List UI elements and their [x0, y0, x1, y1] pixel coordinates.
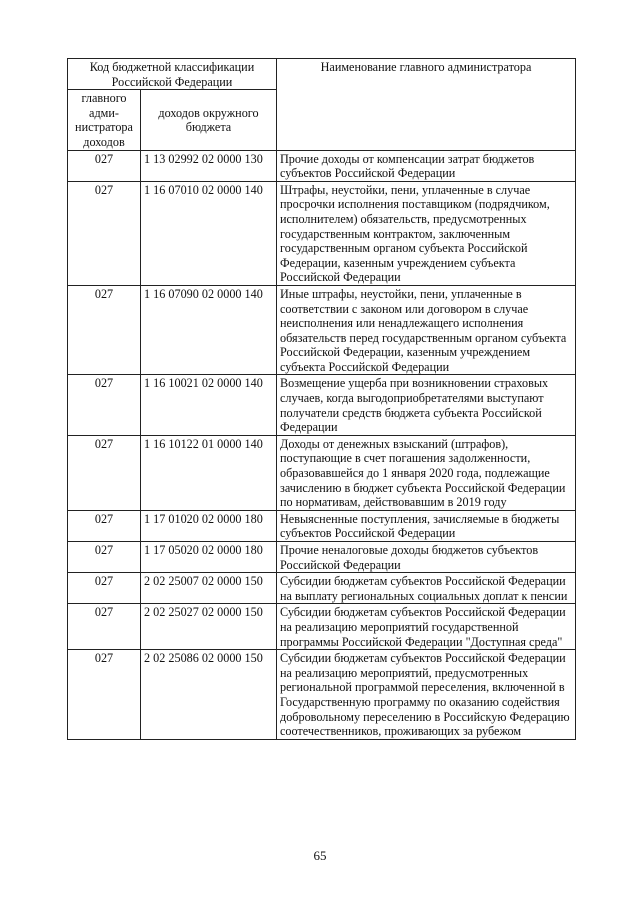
table-row [68, 650, 576, 740]
cell-admin-code: 027 [68, 542, 141, 573]
cell-administrator-name: Штрафы, неустойки, пени, уплаченные в случае просрочки исполнения поставщиком (подрядчиком, исполнителем) обязательств, предусмотренных государственным контрактом, заключенным государственным органом субъекта Российской Федерации, казенным учреждением субъекта Российской Федерации [277, 181, 576, 285]
header-revenue-code: доходов окружного бюджета [141, 90, 277, 150]
cell-administrator-name: Доходы от денежных взысканий (штрафов), поступающие в счет погашения задолженности, образовавшейся до 1 января 2020 года, подлежащие зачислению в бюджет субъекта Российской Федерации по нормативам, действовавшим в 2019 году [277, 435, 576, 510]
cell-administrator-name: Иные штрафы, неустойки, пени, уплаченные в соответствии с законом или договором в случае неисполнения или ненадлежащего исполнения обязательств перед государственным органом субъекта Российской Федерации, казенным учреждением субъекта Российской Федерации [277, 285, 576, 375]
cell-revenue-code: 1 17 05020 02 0000 180 [141, 542, 277, 573]
cell-revenue-code: 1 16 10021 02 0000 140 [141, 375, 277, 435]
cell-admin-code: 027 [68, 604, 141, 650]
cell-administrator-name: Субсидии бюджетам субъектов Российской Федерации на реализацию мероприятий государственной программы Российской Федерации "Доступная среда" [277, 604, 576, 650]
cell-revenue-code: 2 02 25086 02 0000 150 [141, 650, 277, 740]
cell-administrator-name: Возмещение ущерба при возникновении страховых случаев, когда выгодоприобретателями выступают получатели средств бюджета субъекта Российской Федерации [277, 375, 576, 435]
cell-admin-code: 027 [68, 150, 141, 181]
revenue-administrators-table [67, 58, 576, 740]
table-row [68, 604, 576, 650]
cell-revenue-code: 2 02 25027 02 0000 150 [141, 604, 277, 650]
cell-admin-code: 027 [68, 510, 141, 541]
cell-admin-code: 027 [68, 573, 141, 604]
header-administrator-name: Наименование главного администратора [277, 59, 576, 151]
cell-admin-code: 027 [68, 650, 141, 740]
table-header [68, 59, 576, 151]
cell-administrator-name: Прочие неналоговые доходы бюджетов субъектов Российской Федерации [277, 542, 576, 573]
table-row [68, 542, 576, 573]
cell-admin-code: 027 [68, 375, 141, 435]
cell-revenue-code: 2 02 25007 02 0000 150 [141, 573, 277, 604]
table-row [68, 375, 576, 435]
cell-revenue-code: 1 16 07090 02 0000 140 [141, 285, 277, 375]
cell-revenue-code: 1 16 10122 01 0000 140 [141, 435, 277, 510]
header-main-administrator: главного адми-нистратора доходов [68, 90, 141, 150]
table-row [68, 285, 576, 375]
table-row [68, 181, 576, 285]
table-row [68, 510, 576, 541]
cell-administrator-name: Прочие доходы от компенсации затрат бюджетов субъектов Российской Федерации [277, 150, 576, 181]
cell-revenue-code: 1 16 07010 02 0000 140 [141, 181, 277, 285]
cell-administrator-name: Субсидии бюджетам субъектов Российской Федерации на выплату региональных социальных доплат к пенсии [277, 573, 576, 604]
cell-admin-code: 027 [68, 435, 141, 510]
cell-administrator-name: Невыясненные поступления, зачисляемые в бюджеты субъектов Российской Федерации [277, 510, 576, 541]
table-row [68, 573, 576, 604]
header-budget-classification-code: Код бюджетной классификации Российской Федерации [68, 59, 277, 90]
table-body [68, 150, 576, 739]
cell-administrator-name: Субсидии бюджетам субъектов Российской Федерации на реализацию мероприятий, предусмотренных региональной программой переселения, включенной в Государственную программу по оказанию содействия добровольному переселению в Российскую Федерацию соотечественников, проживающих за рубежом [277, 650, 576, 740]
cell-admin-code: 027 [68, 181, 141, 285]
cell-revenue-code: 1 17 01020 02 0000 180 [141, 510, 277, 541]
page-number: 65 [313, 848, 327, 863]
cell-admin-code: 027 [68, 285, 141, 375]
table-row [68, 435, 576, 510]
table-row [68, 150, 576, 181]
cell-revenue-code: 1 13 02992 02 0000 130 [141, 150, 277, 181]
